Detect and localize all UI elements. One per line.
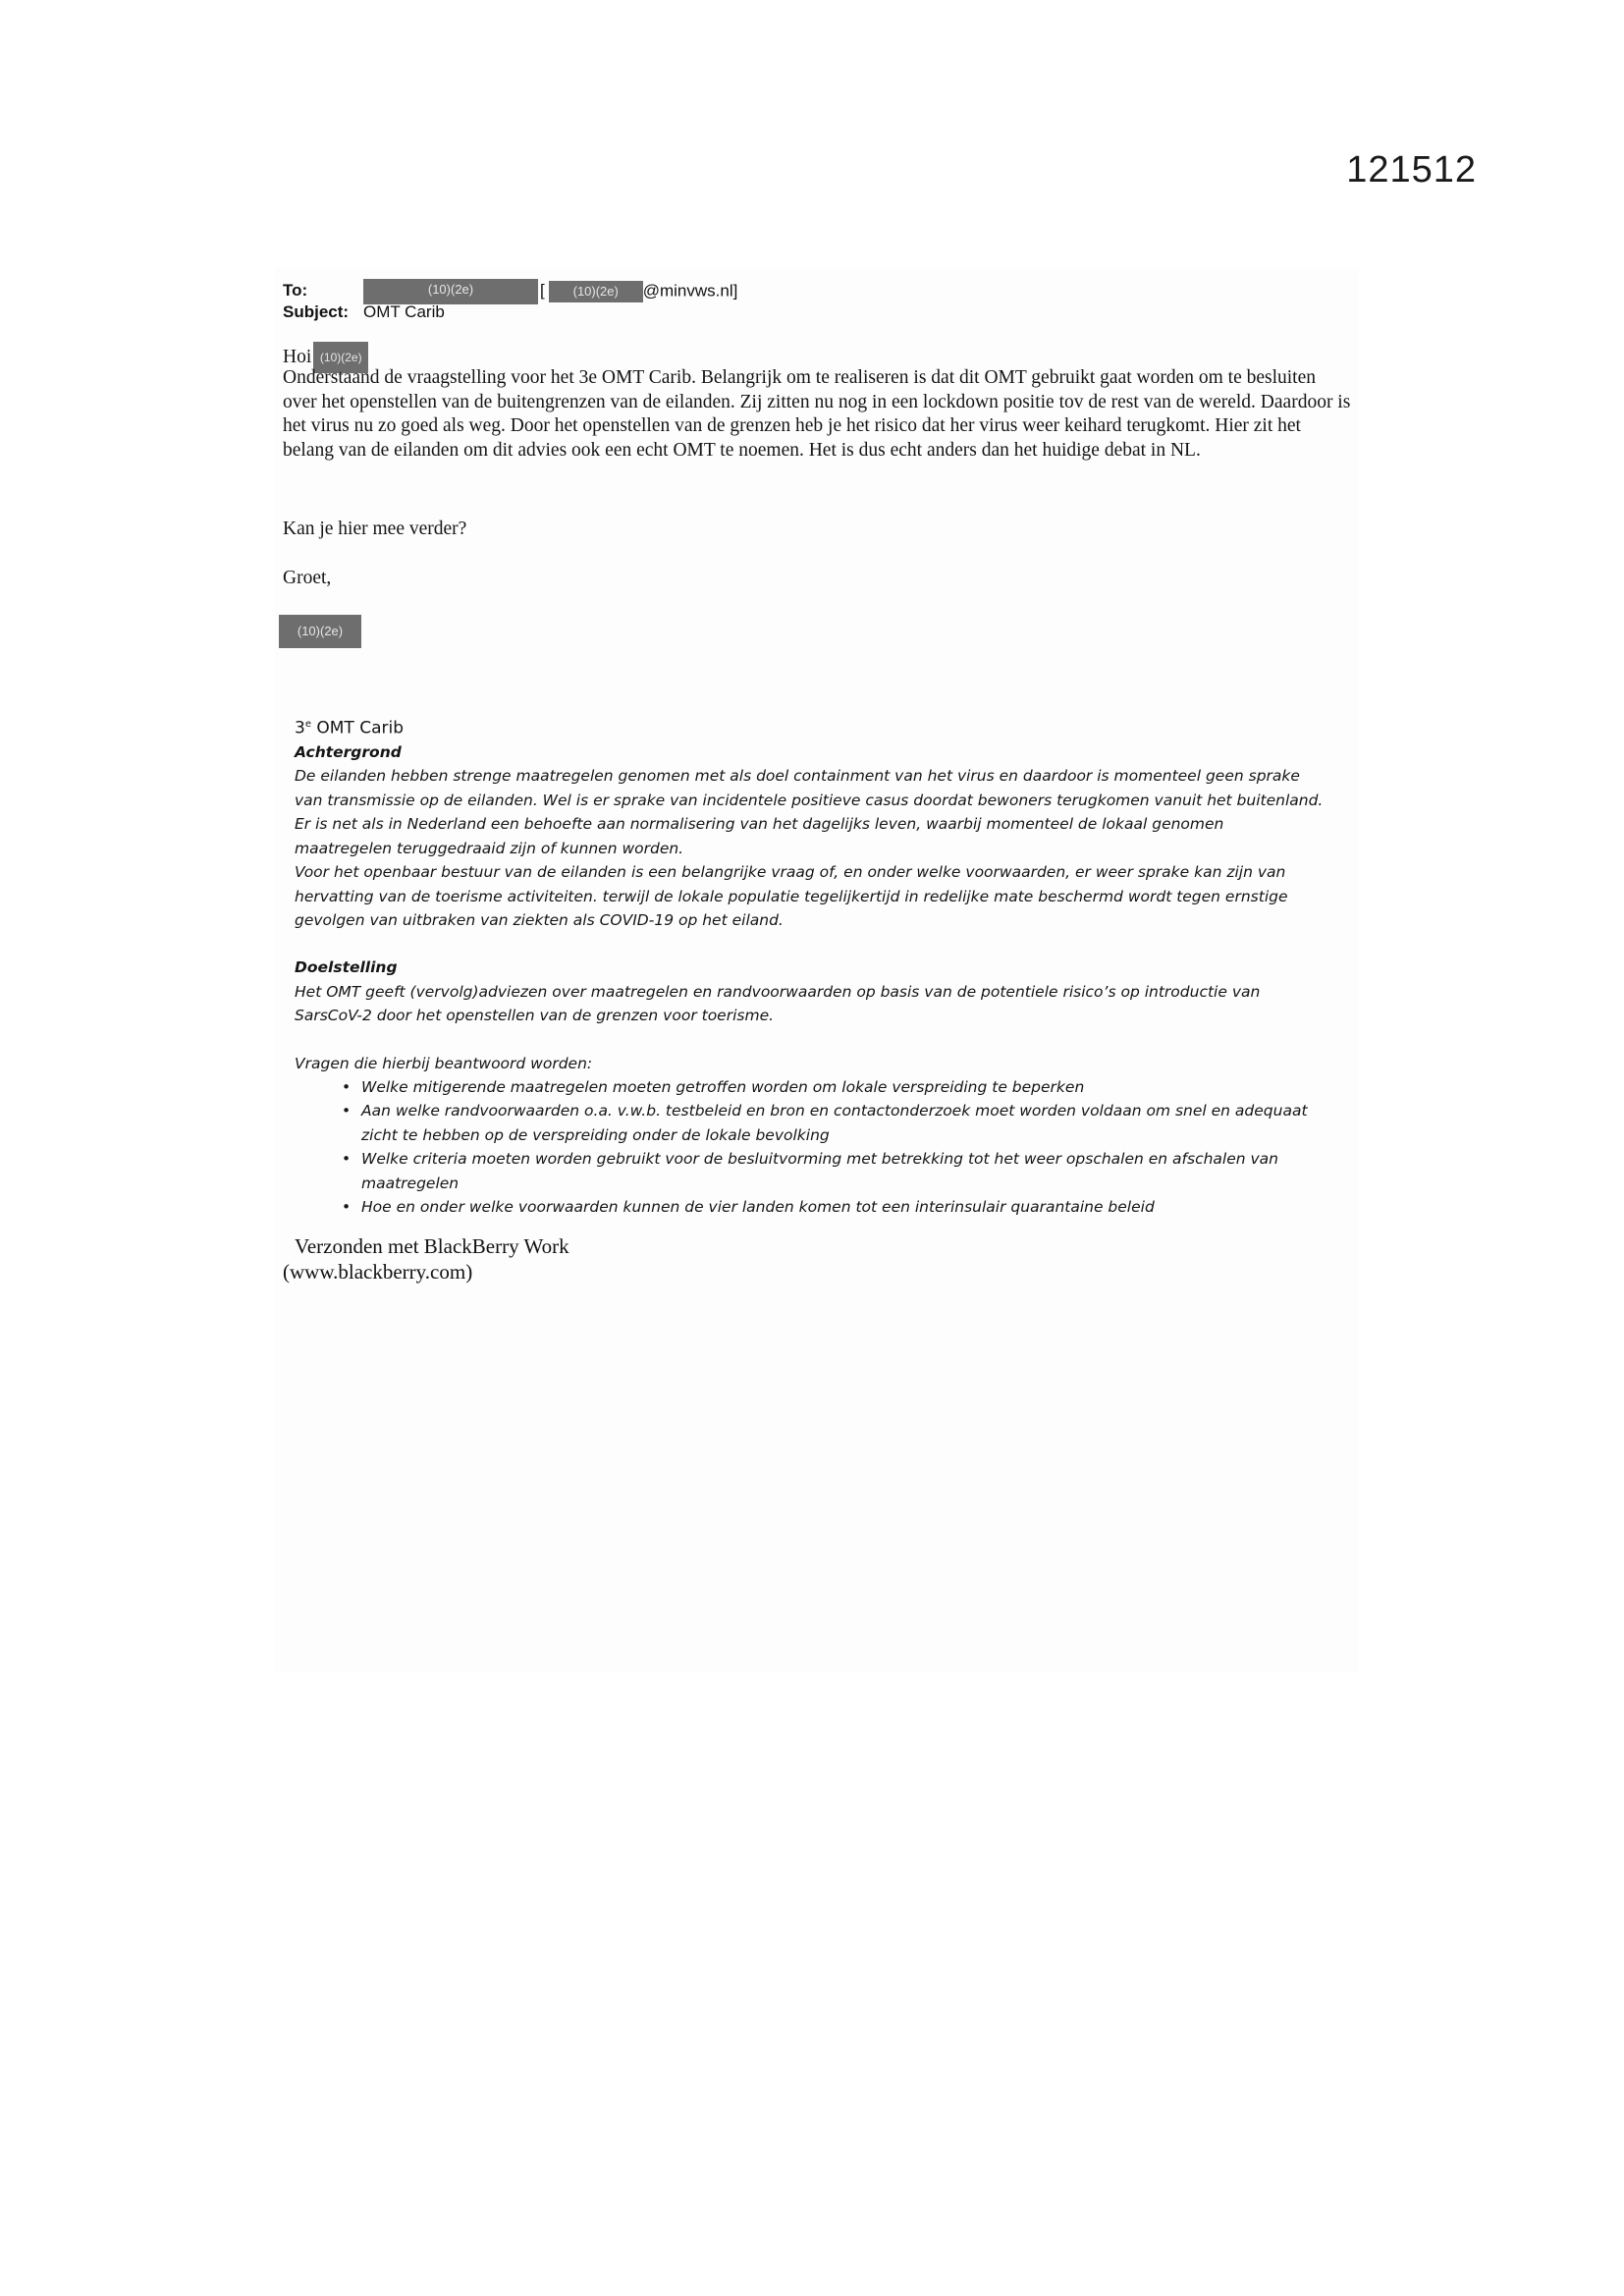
list-item	[295, 1147, 1326, 1195]
spacer	[295, 932, 1326, 956]
embedded-document	[295, 713, 1326, 1219]
background-heading: Achtergrond	[295, 743, 402, 762]
bullet-icon: •	[342, 1077, 352, 1096]
list-item-text: Welke criteria moeten worden gebruikt voor de besluitvorming met betrekking tot het weer opschalen en afschalen van maatregelen	[361, 1150, 1279, 1192]
list-item-text: Welke mitigerende maatregelen moeten getroffen worden om lokale verspreiding te beperken	[361, 1077, 1085, 1096]
email-question: Kan je hier mee verder?	[283, 519, 467, 539]
background-paragraph: De eilanden hebben strenge maatregelen genomen met als doel containment van het virus en daardoor is momenteel geen sprake van transmissie op de eilanden. Wel is er sprake van incidentele positieve casus doordat bewoners terugkomen vanuit het buitenland. Er is net als in Nederland een behoefte aan normalisering van het dagelijks leven, waarbij momenteel de lokaal genomen maatregelen teruggedraaid zijn of kunnen worden.	[295, 767, 1324, 857]
to-label: To:	[283, 281, 308, 300]
to-value	[363, 279, 737, 304]
document-number: 121512	[1346, 149, 1477, 191]
email-closing: Groet,	[283, 568, 332, 588]
title-text: OMT Carib	[310, 718, 405, 738]
questions-list	[295, 1075, 1326, 1219]
footer-sent-with: Verzonden met BlackBerry Work	[295, 1234, 569, 1258]
to-bracket: [	[540, 281, 545, 301]
list-item-text: Hoe en onder welke voorwaarden kunnen de vier landen komen tot een interinsulair quarantaine beleid	[361, 1197, 1155, 1216]
redaction-box: (10)(2e)	[549, 281, 643, 302]
greeting-text: Hoi	[283, 346, 312, 367]
signature-redaction: (10)(2e)	[279, 615, 361, 648]
subject-value: OMT Carib	[363, 302, 445, 321]
embedded-title	[295, 713, 1326, 740]
list-item-text: Aan welke randvoorwaarden o.a. v.w.b. testbeleid en bron en contactonderzoek moet worden voldaan om snel en adequaat zicht te hebben op de verspreiding onder de lokale bevolking	[361, 1102, 1308, 1144]
redaction-box: (10)(2e)	[363, 279, 538, 304]
questions-intro: Vragen die hierbij beantwoord worden:	[295, 1054, 593, 1072]
to-domain: @minvws.nl]	[642, 281, 738, 301]
title-superscript: e	[304, 719, 311, 730]
background-paragraph: Voor het openbaar bestuur van de eilanden is een belangrijke vraag of, en onder welke voorwaarden, er weer sprake kan zijn van hervatting van de toerisme activiteiten. terwijl de lokale populatie tegelijkertijd in redelijke mate beschermd wordt tegen ernstige gevolgen van uitbraken van ziekten als COVID-19 op het eiland.	[295, 863, 1288, 929]
redaction-box: (10)(2e)	[313, 342, 368, 373]
email-footer	[283, 1233, 569, 1285]
spacer	[295, 1028, 1326, 1052]
bullet-icon: •	[342, 1150, 352, 1169]
list-item	[295, 1195, 1326, 1219]
bullet-icon: •	[342, 1197, 352, 1216]
email-body-paragraph: Onderstaand de vraagstelling voor het 3e OMT Carib. Belangrijk om te realiseren is dat dit OMT gebruikt gaat worden om te besluiten over het openstellen van de buitengrenzen van de eilanden. Zij zitten nu nog in een lockdown positie tov de rest van de wereld. Daardoor is het virus nu zo goed als weg. Door het openstellen van de grenzen heb je het risico dat her virus weer keihard terugkomt. Hier zit het belang van de eilanden om dit advies ook een echt OMT te noemen. Het is dus echt anders dan het huidige debat in NL.	[283, 367, 1351, 461]
list-item	[295, 1075, 1326, 1099]
list-item	[295, 1099, 1326, 1147]
goal-paragraph: Het OMT geeft (vervolg)adviezen over maatregelen en randvoorwaarden op basis van de potentiele risico’s op introductie van SarsCoV-2 door het openstellen van de grenzen voor toerisme.	[295, 982, 1261, 1025]
footer-link[interactable]: (www.blackberry.com)	[283, 1260, 473, 1284]
bullet-icon: •	[342, 1102, 352, 1121]
goal-heading: Doelstelling	[295, 958, 398, 977]
subject-label: Subject:	[283, 302, 350, 321]
title-number: 3	[295, 718, 305, 738]
